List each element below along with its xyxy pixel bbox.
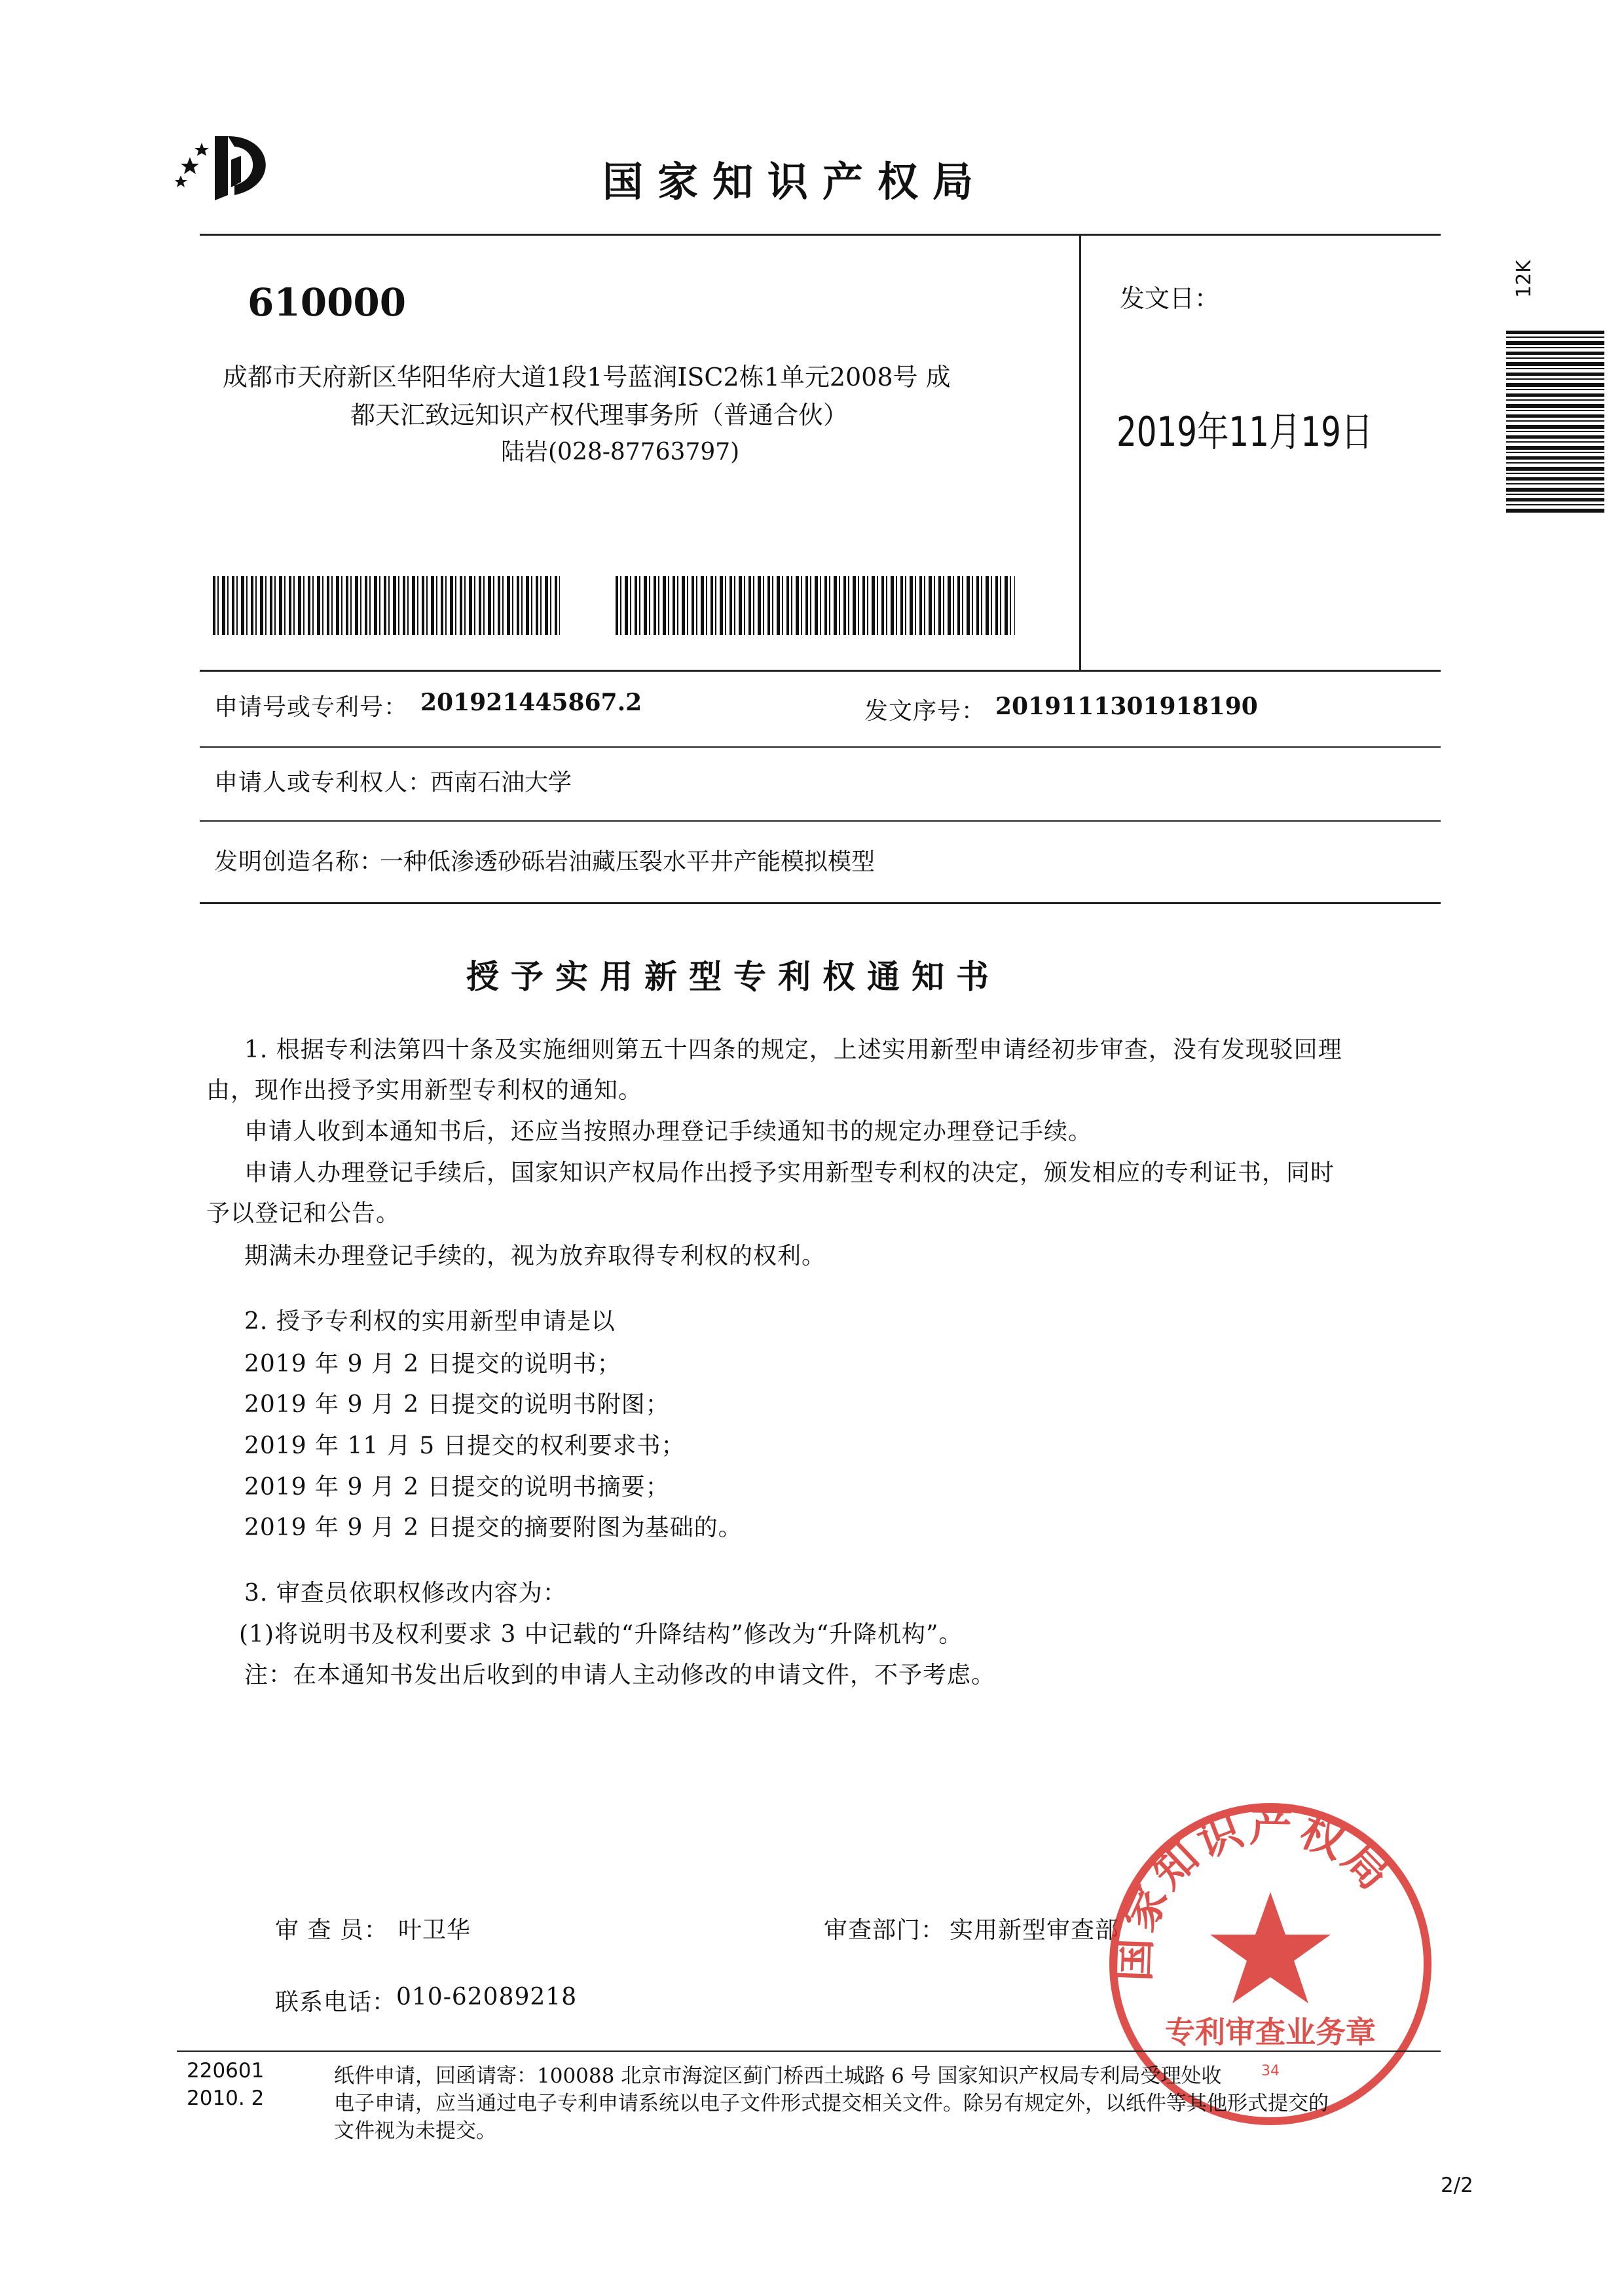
date-column-divider bbox=[1079, 234, 1081, 671]
side-barcode bbox=[1506, 331, 1604, 514]
cnipa-logo bbox=[175, 123, 287, 208]
para2-item: 2019 年 9 月 2 日提交的说明书； bbox=[244, 1351, 621, 1377]
svg-text:34: 34 bbox=[1261, 2063, 1280, 2079]
para2-intro: 2. 授予专利权的实用新型申请是以 bbox=[244, 1308, 616, 1335]
para1-line3: 申请人收到本通知书后，还应当按照办理登记手续通知书的规定办理登记手续。 bbox=[244, 1118, 1093, 1145]
invention-name-label: 发明创造名称： bbox=[214, 848, 384, 875]
applicant-label: 申请人或专利权人： bbox=[214, 769, 433, 796]
para2-item: 2019 年 9 月 2 日提交的说明书附图； bbox=[244, 1391, 670, 1418]
application-number-value: 201921445867.2 bbox=[420, 689, 642, 716]
footer-rule bbox=[177, 2050, 1441, 2052]
department-name: 实用新型审查部 bbox=[950, 1917, 1120, 1944]
examiner-name: 叶卫华 bbox=[398, 1917, 471, 1944]
header-bottom-rule bbox=[200, 670, 1441, 672]
para2-item: 2019 年 9 月 2 日提交的摘要附图为基础的。 bbox=[244, 1514, 743, 1541]
para1-line2: 由，现作出授予实用新型专利权的通知。 bbox=[206, 1077, 643, 1104]
address-line-2: 都天汇致远知识产权代理事务所（普通合伙） bbox=[350, 401, 849, 429]
department-label: 审查部门： bbox=[824, 1917, 946, 1944]
field-rule-1 bbox=[200, 746, 1441, 748]
form-date: 2010. 2 bbox=[187, 2086, 265, 2110]
footer-line-2: 电子申请，应当通过电子专利申请系统以电子文件形式提交相关文件。除另有规定外，以纸件等其他形式提交的 bbox=[334, 2092, 1329, 2115]
contact-line: 陆岩(028-87763797) bbox=[501, 439, 740, 465]
para1-line5: 予以登记和公告。 bbox=[206, 1200, 401, 1227]
application-number-label: 申请号或专利号： bbox=[214, 694, 409, 721]
footer-line-1: 纸件申请，回函请寄：100088 北京市海淀区蓟门桥西土城路 6 号 国家知识产权局专利局受理处收 bbox=[334, 2064, 1222, 2088]
examiner-label: 审 查 员： bbox=[275, 1917, 388, 1944]
office-title: 国家知识产权局 bbox=[602, 158, 988, 206]
applicant-value: 西南石油大学 bbox=[430, 769, 572, 796]
top-rule bbox=[200, 234, 1441, 236]
para1-line1: 1. 根据专利法第四十条及实施细则第五十四条的规定，上述实用新型申请经初步审查，没有发现驳回理 bbox=[244, 1036, 1342, 1063]
notice-title: 授予实用新型专利权通知书 bbox=[466, 957, 1001, 996]
para3-note: 注：在本通知书发出后收到的申请人主动修改的申请文件，不予考虑。 bbox=[244, 1662, 996, 1688]
para1-line6: 期满未办理登记手续的，视为放弃取得专利权的权利。 bbox=[244, 1243, 826, 1269]
para3-intro: 3. 审查员依职权修改内容为： bbox=[244, 1580, 567, 1607]
svg-text:专利审查业务章: 专利审查业务章 bbox=[1165, 2014, 1376, 2050]
address-barcode-left bbox=[213, 576, 560, 635]
issue-date-label: 发文日： bbox=[1120, 284, 1220, 313]
footer-line-3: 文件视为未提交。 bbox=[334, 2119, 496, 2143]
field-rule-2 bbox=[200, 820, 1441, 822]
para3-item: (1)将说明书及权利要求 3 中记载的“升降结构”修改为“升降机构”。 bbox=[239, 1621, 963, 1648]
invention-name-value: 一种低渗透砂砾岩油藏压裂水平井产能模拟模型 bbox=[380, 848, 876, 875]
phone-label: 联系电话： bbox=[275, 1989, 397, 2016]
para1-line4: 申请人办理登记手续后，国家知识产权局作出授予实用新型专利权的决定，颁发相应的专利证书，同时 bbox=[244, 1159, 1335, 1186]
address-line-1: 成都市天府新区华阳华府大道1段1号蓝润ISC2栋1单元2008号 成 bbox=[223, 363, 951, 392]
serial-number-value: 2019111301918190 bbox=[995, 693, 1258, 720]
para2-item: 2019 年 9 月 2 日提交的说明书摘要； bbox=[244, 1474, 670, 1501]
page-number: 2/2 bbox=[1441, 2174, 1473, 2197]
svg-text:国家知识产权局: 国家知识产权局 bbox=[1107, 1800, 1403, 1982]
form-code: 220601 bbox=[187, 2059, 265, 2083]
postal-code: 610000 bbox=[248, 280, 407, 325]
field-rule-3 bbox=[200, 902, 1441, 904]
para2-item: 2019 年 11 月 5 日提交的权利要求书； bbox=[244, 1432, 686, 1459]
phone-value: 010-62089218 bbox=[396, 1984, 578, 2011]
side-code: 12K bbox=[1513, 260, 1536, 298]
serial-number-label: 发文序号： bbox=[864, 698, 986, 725]
issue-date-value: 2019年11月19日 bbox=[1116, 408, 1373, 456]
address-barcode-right bbox=[616, 576, 1015, 635]
